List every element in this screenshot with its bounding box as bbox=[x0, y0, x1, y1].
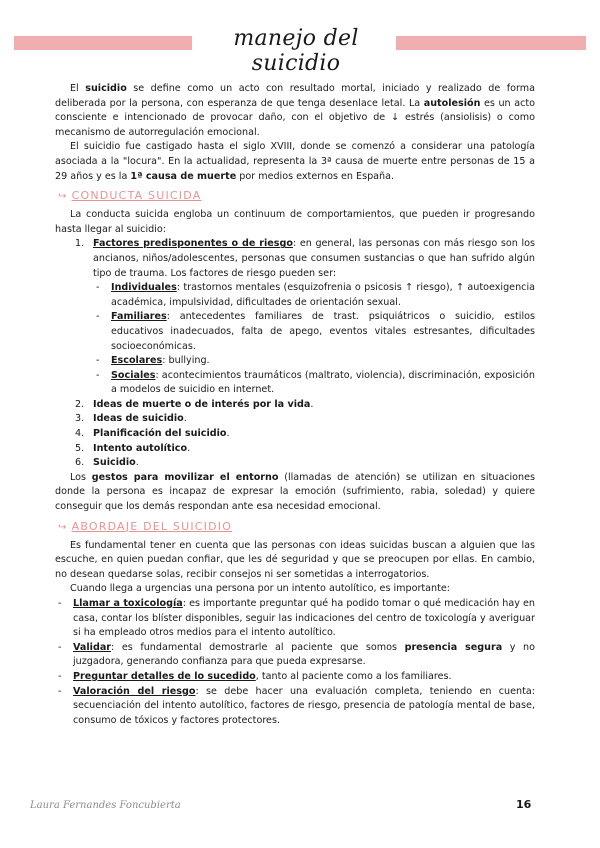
conducta-intro: La conducta suicida engloba un continuum de comportamientos, que pueden ir progresando hasta llegar al suicidio: bbox=[55, 209, 535, 235]
conducta-closing: Los gestos para movilizar el entorno (llamadas de atención) se utilizan en situaciones donde la persona es incapaz de expresar la emoción (sufrimiento, rabia, soledad) y quiere conseguir que los demás respondan ante esa necesidad emocional. bbox=[55, 471, 535, 513]
abordaje-list bbox=[55, 597, 535, 728]
intro-paragraph-1: El suicidio se define como un acto con resultado mortal, iniciado y realizado de forma deliberada por la persona, con esperanza de que tenga desenlace letal. La autolesión es un acto consciente e intencionado de provocar daño, con el objetivo de ↓ estrés (ansiolisis) o como mecanismo de autorregulación emocional. bbox=[55, 83, 536, 138]
list-item: 5. Intento autolítico. bbox=[75, 442, 191, 454]
conducta-steps bbox=[55, 398, 535, 471]
header-band-left bbox=[14, 36, 192, 50]
page-title: manejo del suicidio bbox=[233, 26, 359, 76]
intro-paragraph-2: El suicidio fue castigado hasta el siglo XVIII, donde se comenzó a considerar una patología asociada a la "locura". En la actualidad, representa la 3ª causa de muerte entre personas de 15 a 29 años y es la 1ª causa de muerte por medios externos en España. bbox=[55, 141, 535, 182]
list-item: 6. Suicidio. bbox=[75, 457, 139, 469]
list-item: 4. Planificación del suicidio. bbox=[75, 428, 230, 440]
abordaje-paragraph-1: Es fundamental tener en cuenta que las personas con ideas suicidas buscan a alguien que las escuche, en quien puedan confiar, que les dé seguridad y que se preocupen por ellas. En cambio, no desean quedarse solas, recibir consejos ni ser sometidas a interrogatorios. bbox=[55, 539, 535, 580]
list-item: 1. Factores predisponentes o de riesgo: en general, las personas con más riesgo son los ancianos, niños/adolescentes, personas que consumen sustancias o que han sufrido algún tipo de trauma. Los factores de riesgo pueden ser: bbox=[75, 238, 535, 279]
list-item: - Llamar a toxicología: es importante preguntar qué ha podido tomar o qué medicación hay en casa, contar los blíster disponibles, seguir las indicaciones del centro de toxicología y averiguar si ha empleado otros medios para el intento autolítico. bbox=[58, 598, 535, 639]
list-item: - Escolares: bullying. bbox=[96, 355, 210, 367]
list-item: - Sociales: acontecimientos traumáticos (maltrato, violencia), discriminación, exposición a modelos de suicidio en internet. bbox=[96, 369, 535, 396]
page-number: 16 bbox=[516, 798, 532, 811]
list-item: 3. Ideas de suicidio. bbox=[75, 413, 187, 425]
abordaje-paragraph-2: Cuando llega a urgencias una persona por un intento autolítico, es importante: bbox=[70, 583, 451, 595]
list-item: - Validar: es fundamental demostrarle al paciente que somos presencia segura y no juzgadora, generando confianza para que pueda expresarse. bbox=[58, 641, 535, 668]
list-item: - Individuales: trastornos mentales (esquizofrenia o psicosis ↑ riesgo), ↑ autoexigencia académica, impulsividad, dificultades de orientación sexual. bbox=[96, 282, 535, 308]
header-band-right bbox=[396, 36, 586, 50]
risk-factor-sublist bbox=[93, 281, 535, 398]
section-heading-conducta: ↪ CONDUCTA SUICIDA bbox=[58, 189, 202, 203]
arrow-icon: ↪ bbox=[58, 191, 68, 203]
footer-author: Laura Fernandes Foncubierta bbox=[30, 800, 181, 811]
section-heading-abordaje: ↪ ABORDAJE DEL SUICIDIO bbox=[58, 519, 233, 533]
list-item: - Preguntar detalles de lo sucedido, tanto al paciente como a los familiares. bbox=[58, 670, 452, 682]
arrow-icon: ↪ bbox=[58, 521, 68, 533]
list-item: - Valoración del riesgo: se debe hacer una evaluación completa, teniendo en cuenta: secuenciación del intento autolítico, factores de riesgo, presencia de patología mental de base, consumo de tóxicos y factores protectores. bbox=[58, 685, 535, 726]
list-item: 2. Ideas de muerte o de interés por la vida. bbox=[75, 398, 314, 410]
page-content bbox=[55, 82, 535, 728]
list-item: - Familiares: antecedentes familiares de trast. psiquiátricos o suicidio, estilos educativos inadecuados, falta de apego, eventos vitales estresantes, dificultades socioeconómicas. bbox=[96, 311, 535, 352]
conducta-list bbox=[55, 237, 535, 281]
